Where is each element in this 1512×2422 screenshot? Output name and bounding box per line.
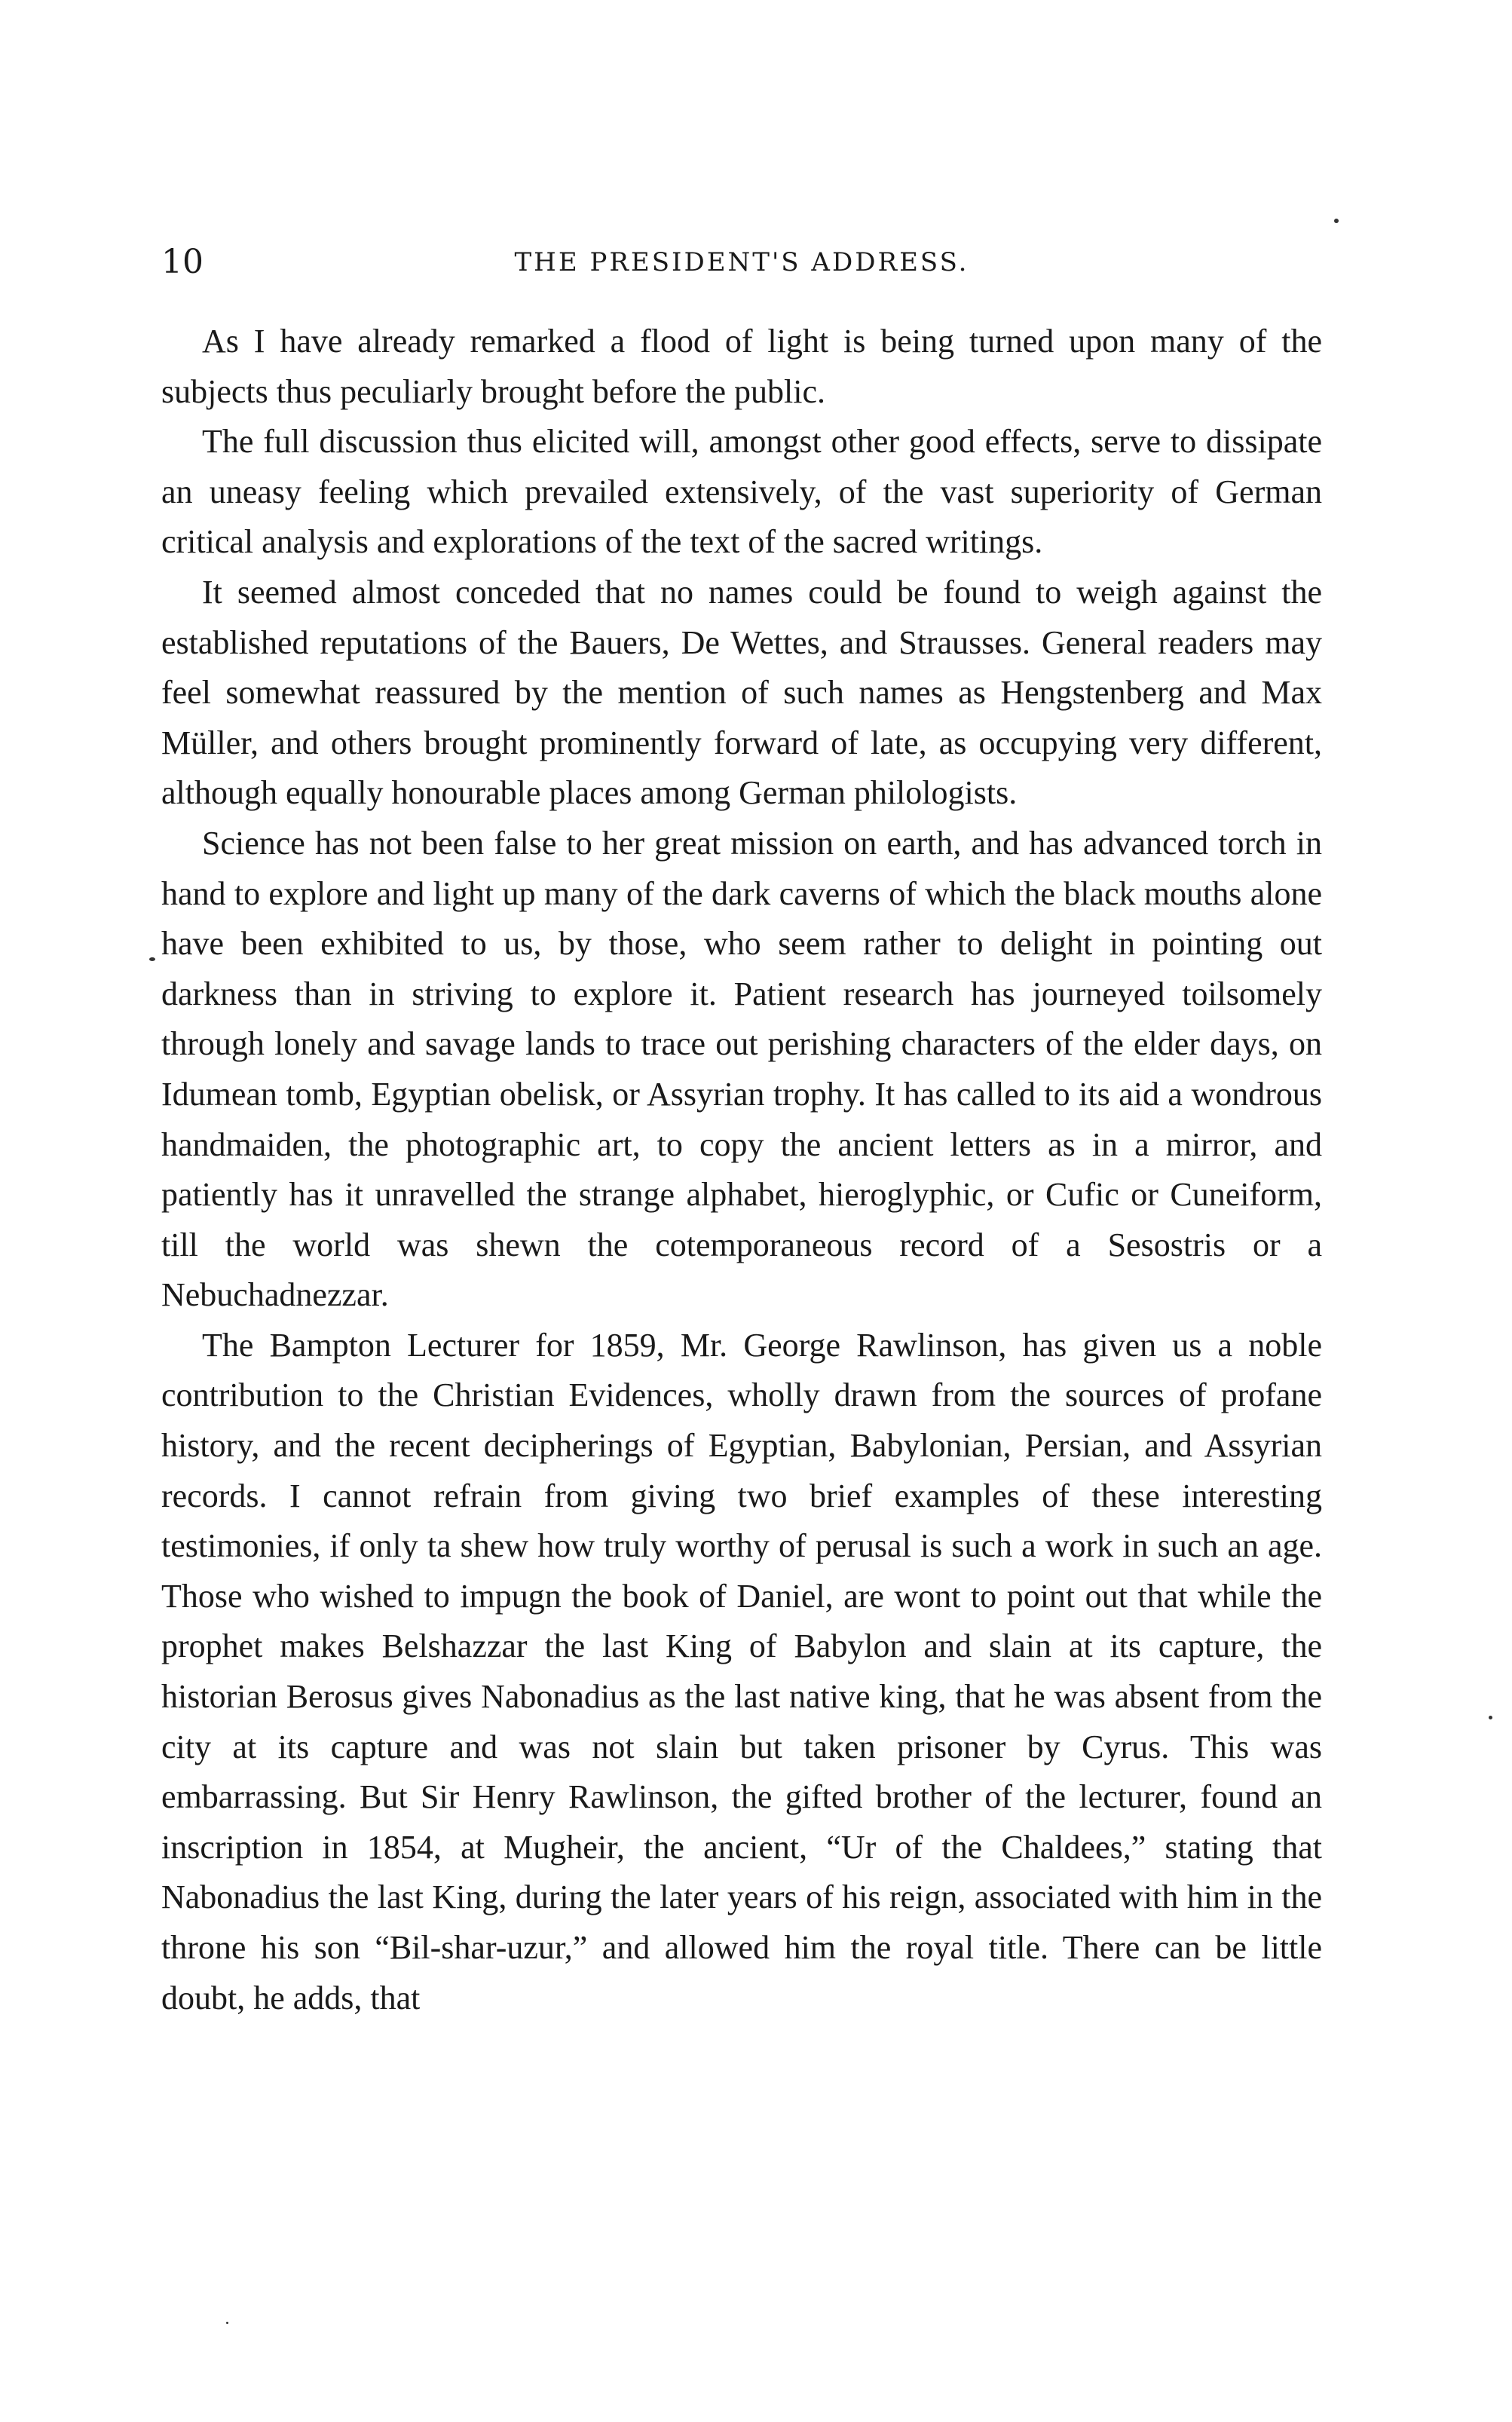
paragraph: The Bampton Lecturer for 1859, Mr. George Rawlinson, has given us a noble contribution to the Christian Evidences, wholly drawn from the sources of profane history, and the recent decipherings of Egyptian, Babylonian, Persian, and Assyrian records. I cannot refrain from giving two brief examples of these interesting testimonies, if only ta shew how truly worthy of perusal is such a work in such an age. Those who wished to impugn the book of Daniel, are wont to point out that while the prophet makes Belshazzar the last King of Babylon and slain at its capture, the historian Berosus gives Nabonadius as the last native king, that he was absent from the city at its capture and was not slain but taken prisoner by Cyrus. This was embarrassing. But Sir Henry Rawlinson, the gifted brother of the lecturer, found an inscription in 1854, at Mugheir, the ancient, “Ur of the Chaldees,” stating that Nabonadius the last King, during the later years of his reign, associated with him in the throne his son “Bil-shar-uzur,” and allowed him the royal title. There can be little doubt, he adds, that	[161, 1326, 1322, 2016]
page-number: 10	[161, 243, 204, 281]
body-text	[161, 317, 1322, 2023]
print-speck	[149, 957, 155, 961]
paragraph: Science has not been false to her great mission on earth, and has advanced torch in hand to explore and light up many of the dark caverns of which the black mouths alone have been exhibited to us, by those, who seem rather to delight in pointing out darkness than in striving to explore it. Patient research has journeyed toilsomely through lonely and savage lands to trace out perishing characters of the elder days, on Idumean tomb, Egyptian obelisk, or Assyrian trophy. It has called to its aid a wondrous handmaiden, the photographic art, to copy the ancient letters as in a mirror, and patiently has it unravelled the strange alphabet, hieroglyphic, or Cufic or Cuneiform, till the world was shewn the cotemporaneous record of a Sesostris or a Nebuchadnezzar.	[161, 824, 1322, 1314]
print-speck	[226, 2322, 228, 2324]
print-speck	[1334, 219, 1339, 223]
paragraph: It seemed almost conceded that no names could be found to weigh against the established reputations of the Bauers, De Wettes, and Strausses. General readers may feel somewhat reassured by the mention of such names as Hengstenberg and Max Müller, and others brought prominently forward of late, as occupying very different, although equally honourable places among German philologists.	[161, 573, 1322, 812]
page-header	[161, 240, 1322, 285]
paragraph: As I have already remarked a flood of light is being turned upon many of the subjects thus peculiarly brought before the public.	[161, 323, 1322, 410]
running-head: THE PRESIDENT'S ADDRESS.	[514, 247, 969, 277]
paragraph: The full discussion thus elicited will, amongst other good effects, serve to dissipate an uneasy feeling which prevailed extensively, of the vast superiority of German critical analysis and explorations of the text of the sacred writings.	[161, 423, 1322, 561]
print-speck	[1489, 1716, 1492, 1719]
